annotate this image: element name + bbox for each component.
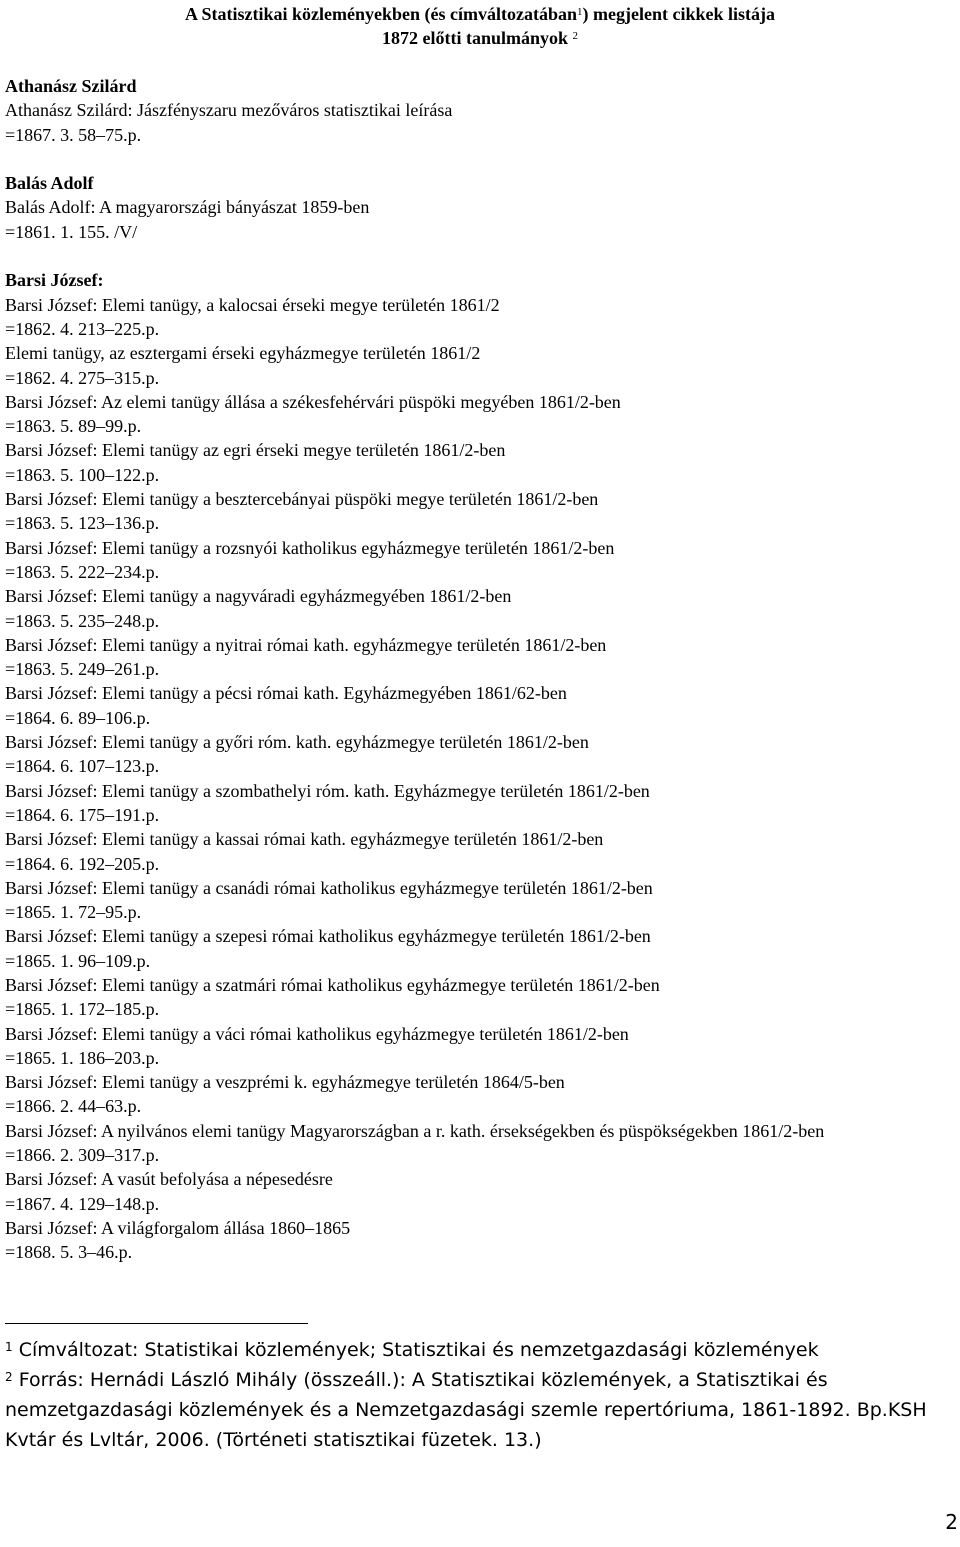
author-heading: Barsi József: (5, 270, 104, 291)
entry-title: Barsi József: Elemi tanügy a nagyváradi egyházmegyében 1861/2-ben (5, 586, 512, 607)
entry-ref: =1862. 4. 213–225.p. (5, 318, 160, 339)
footnote-divider (5, 1323, 308, 1324)
entry-ref: =1867. 3. 58–75.p. (5, 124, 142, 145)
footnote-2 (5, 1365, 935, 1455)
entry-title: Barsi József: Elemi tanügy a pécsi római kath. Egyházmegyében 1861/62-ben (5, 683, 567, 704)
entry-ref: =1862. 4. 275–315.p. (5, 367, 160, 388)
entry-title: Barsi József: Elemi tanügy a szatmári római katholikus egyházmegye területén 1861/2-ben (5, 974, 660, 995)
entry-title: Athanász Szilárd: Jászfényszaru mezőváros statisztikai leírása (5, 100, 453, 121)
entry-ref: =1864. 6. 192–205.p. (5, 853, 160, 874)
entry-ref: =1868. 5. 3–46.p. (5, 1242, 133, 1263)
entry-title: Barsi József: Elemi tanügy a csanádi római katholikus egyházmegye területén 1861/2-ben (5, 877, 653, 898)
entry-ref: =1864. 6. 175–191.p. (5, 804, 160, 825)
entry-ref: =1867. 4. 129–148.p. (5, 1193, 160, 1214)
author-heading: Balás Adolf (5, 173, 94, 194)
entry-title: Barsi József: Elemi tanügy az egri érseki megye területén 1861/2-ben (5, 440, 506, 461)
footnote-marker: 2 (5, 1370, 13, 1384)
footnote-1 (5, 1335, 935, 1365)
entry-ref: =1863. 5. 123–136.p. (5, 513, 160, 534)
article-list (5, 74, 950, 1265)
entry-ref: =1866. 2. 309–317.p. (5, 1145, 160, 1166)
page-title (0, 2, 960, 50)
entry-title: Barsi József: A nyilvános elemi tanügy Magyarországban a r. kath. érsekségekben és püspökségekben 1861/2-ben (5, 1120, 825, 1141)
entry-title: Barsi József: Elemi tanügy, a kalocsai érseki megye területén 1861/2 (5, 294, 500, 315)
entry-ref: =1863. 5. 249–261.p. (5, 659, 160, 680)
page-number: 2 (945, 1510, 958, 1534)
entry-ref: =1866. 2. 44–63.p. (5, 1096, 142, 1117)
footnote-ref-1[interactable]: 1 (577, 6, 583, 18)
entry-title: Barsi József: A vasút befolyása a népesedésre (5, 1169, 333, 1190)
entry-ref: =1863. 5. 235–248.p. (5, 610, 160, 631)
entry-ref: =1865. 1. 172–185.p. (5, 999, 160, 1020)
entry-title: Barsi József: Elemi tanügy a váci római katholikus egyházmegye területén 1861/2-ben (5, 1023, 629, 1044)
entry-ref: =1865. 1. 96–109.p. (5, 950, 151, 971)
entry-title: Barsi József: Elemi tanügy a nyitrai római kath. egyházmegye területén 1861/2-ben (5, 634, 607, 655)
entry-title: Barsi József: Az elemi tanügy állása a székesfehérvári püspöki megyében 1861/2-ben (5, 391, 621, 412)
entry-title: Barsi József: Elemi tanügy a rozsnyói katholikus egyházmegye területén 1861/2-ben (5, 537, 615, 558)
entry-ref: =1863. 5. 89–99.p. (5, 416, 142, 437)
footnote-marker: 1 (5, 1340, 13, 1354)
entry-title: Barsi József: Elemi tanügy a győri róm. kath. egyházmegye területén 1861/2-ben (5, 732, 589, 753)
entry-ref: =1861. 1. 155. /V/ (5, 221, 138, 242)
footnote-text: Címváltozat: Statistikai közlemények; Statisztikai és nemzetgazdasági közlemények (18, 1339, 819, 1361)
author-heading: Athanász Szilárd (5, 76, 137, 96)
entry-ref: =1865. 1. 186–203.p. (5, 1047, 160, 1068)
spacer (5, 244, 950, 268)
entry-ref: =1864. 6. 89–106.p. (5, 707, 151, 728)
entry-ref: =1863. 5. 100–122.p. (5, 464, 160, 485)
entry-title: Barsi József: Elemi tanügy a veszprémi k. egyházmegye területén 1864/5-ben (5, 1072, 565, 1093)
entry-ref: =1863. 5. 222–234.p. (5, 561, 160, 582)
footnotes (5, 1335, 935, 1455)
footnote-text: Forrás: Hernádi László Mihály (összeáll.): A Statisztikai közlemények, a Statisztikai és nemzetgazdasági közlemények és a Nemzetgazdasági szemle repertóriuma, 1861-1892. Bp.KSH Kvtár és Lvltár, 2006. (Történeti statisztikai füzetek. 13.) (5, 1369, 927, 1451)
spacer (5, 147, 950, 171)
entry-title: Elemi tanügy, az esztergami érseki egyházmegye területén 1861/2 (5, 343, 481, 364)
entry-title: Barsi József: A világforgalom állása 1860–1865 (5, 1217, 351, 1238)
entry-title: Barsi József: Elemi tanügy a kassai római kath. egyházmegye területén 1861/2-ben (5, 829, 604, 850)
entry-title: Barsi József: Elemi tanügy a szombathelyi róm. kath. Egyházmegye területén 1861/2-ben (5, 780, 650, 801)
title-line-2: 1872 előtti tanulmányok $^2$ (381, 28, 578, 49)
entry-title: Barsi József: Elemi tanügy a szepesi római katholikus egyházmegye területén 1861/2-ben (5, 926, 651, 947)
footnote-ref-2[interactable]: 2 (572, 30, 578, 43)
entry-ref: =1865. 1. 72–95.p. (5, 902, 142, 923)
entry-title: Balás Adolf: A magyarországi bányászat 1859-ben (5, 197, 370, 218)
entry-title: Barsi József: Elemi tanügy a besztercebányai püspöki megye területén 1861/2-ben (5, 489, 599, 510)
title-line-1: A Statisztikai közleményekben (és címváltozatában$^1$) megjelent cikkek listája (185, 4, 775, 24)
entry-ref: =1864. 6. 107–123.p. (5, 756, 160, 777)
